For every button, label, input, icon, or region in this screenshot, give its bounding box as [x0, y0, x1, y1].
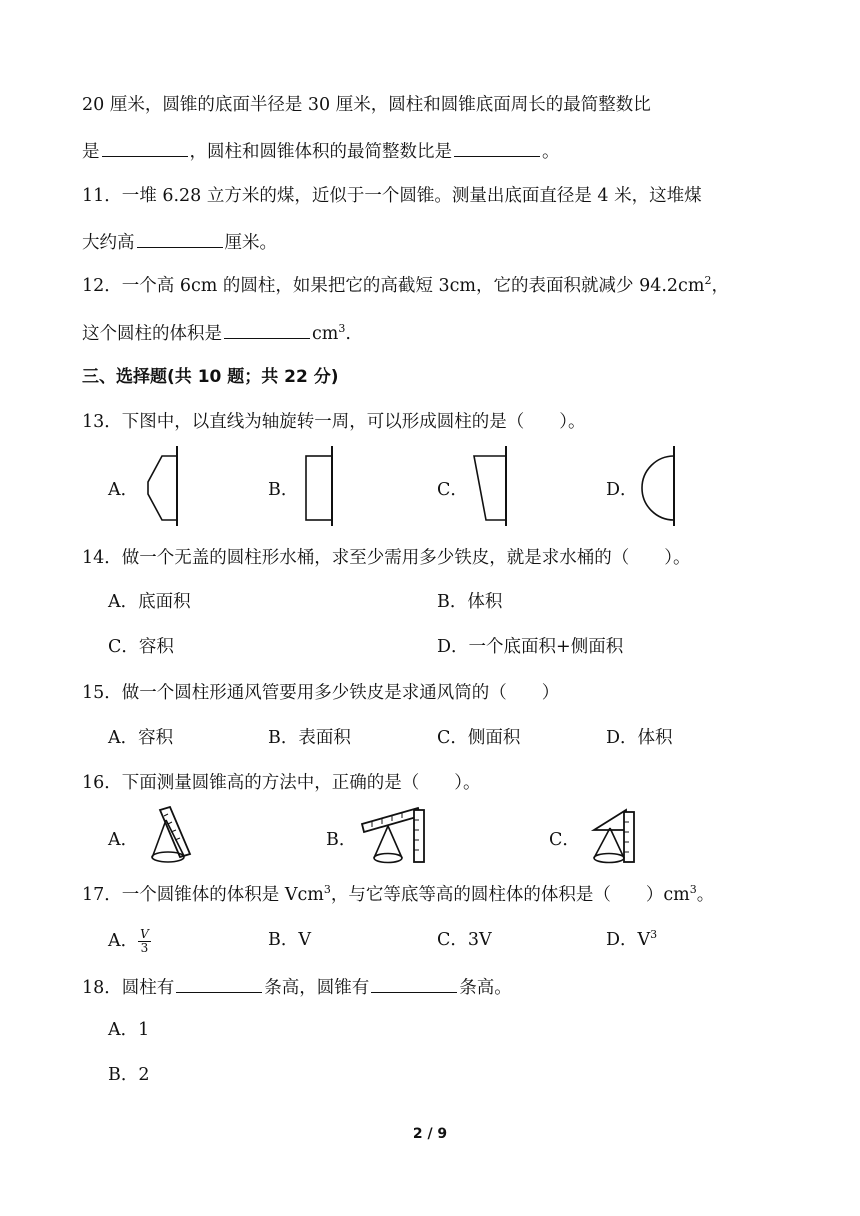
q10-line2-text-b: ，圆柱和圆锥体积的最简整数比是 [189, 142, 452, 162]
q17-stem-sup1: 3 [323, 883, 331, 897]
q13-option-b[interactable]: B． [268, 480, 299, 500]
right-trapezoid-profile-icon [468, 444, 512, 528]
cone-tilted-ruler-icon [146, 806, 196, 866]
fraction-denominator: 3 [140, 941, 149, 955]
q18-option-a[interactable]: A．1 [108, 1020, 150, 1040]
q12-line2 [82, 320, 351, 346]
q11-blank[interactable] [137, 229, 223, 248]
q17-option-d[interactable] [606, 928, 657, 952]
q10-line2-text-a: 是 [82, 142, 100, 162]
q17-stem-b: ，与它等底等高的圆柱体的体积是（ ）cm [330, 885, 690, 905]
q15-option-c[interactable]: C．侧面积 [437, 728, 521, 748]
q10-blank-2[interactable] [454, 138, 540, 157]
q18-stem-b: 条高，圆锥有 [264, 978, 370, 998]
q16-option-b[interactable]: B． [326, 830, 357, 850]
q17-option-a-fraction [138, 928, 151, 955]
q12-line2-sup: 3 [338, 322, 346, 336]
q14-option-a[interactable]: A．底面积 [108, 592, 191, 612]
q15-stem: 15．做一个圆柱形通风管要用多少铁皮是求通风筒的（ ） [82, 683, 560, 703]
q14-stem: 14．做一个无盖的圆柱形水桶，求至少需用多少铁皮，就是求水桶的（ ）。 [82, 548, 691, 568]
q14-option-b[interactable]: B．体积 [437, 592, 503, 612]
fraction-numerator: V [140, 927, 149, 941]
q18-blank-2[interactable] [371, 974, 457, 993]
q17-option-a[interactable] [108, 928, 151, 955]
q15-option-a[interactable]: A．容积 [108, 728, 174, 748]
q17-stem [82, 883, 714, 907]
rectangle-profile-icon [300, 444, 340, 528]
semicircle-profile-icon [634, 444, 680, 528]
q12-blank[interactable] [224, 320, 310, 339]
q12-line1-text-b: ， [711, 276, 729, 296]
q11-line2-text-b: 厘米。 [224, 233, 277, 253]
q10-line1: 20 厘米，圆锥的底面半径是 30 厘米，圆柱和圆锥底面周长的最简整数比 [82, 95, 651, 115]
q12-line1-text-a: 12．一个高 6cm 的圆柱，如果把它的高截短 3cm，它的表面积就减少 94.2cm [82, 276, 705, 296]
q10-line2-text-c: 。 [542, 142, 560, 162]
q18-blank-1[interactable] [176, 974, 262, 993]
q13-option-d[interactable]: D． [606, 480, 638, 500]
q12-line1 [82, 274, 729, 298]
q14-option-d[interactable]: D．一个底面积+侧面积 [437, 637, 624, 657]
q18-stem-a: 18．圆柱有 [82, 978, 175, 998]
q10-line2 [82, 138, 560, 164]
q14-option-c[interactable]: C．容积 [108, 637, 174, 657]
q11-line2 [82, 229, 277, 255]
q13-option-c[interactable]: C． [437, 480, 468, 500]
q17-stem-a: 17．一个圆锥体的体积是 Vcm [82, 885, 324, 905]
cone-triangle-ruler-icon [586, 806, 642, 866]
q16-stem: 16．下面测量圆锥高的方法中，正确的是（ ）。 [82, 773, 481, 793]
q12-line2-text-c: . [345, 324, 351, 344]
q17-option-d-label: D．V [606, 930, 651, 950]
q17-option-c[interactable]: C．3V [437, 930, 492, 950]
q17-stem-sup2: 3 [689, 883, 697, 897]
q12-line2-text-b: cm [312, 324, 339, 344]
q17-stem-c: 。 [696, 885, 715, 905]
q16-option-c[interactable]: C． [549, 830, 580, 850]
cone-ruler-frame-icon [358, 804, 430, 866]
q16-option-a[interactable]: A． [108, 830, 139, 850]
q13-stem: 13．下图中，以直线为轴旋转一周，可以形成圆柱的是（ ）。 [82, 412, 586, 432]
q12-line2-text-a: 这个圆柱的体积是 [82, 324, 222, 344]
q11-line1: 11．一堆 6.28 立方米的煤，近似于一个圆锥。测量出底面直径是 4 米，这堆煤 [82, 186, 702, 206]
q15-option-b[interactable]: B．表面积 [268, 728, 351, 748]
q10-blank-1[interactable] [102, 138, 188, 157]
trapezoid-profile-icon [140, 444, 184, 528]
q18-stem [82, 974, 512, 1000]
q17-option-a-label: A． [108, 931, 139, 951]
q13-option-a[interactable]: A． [108, 480, 139, 500]
q17-option-d-sup: 3 [650, 928, 658, 942]
q12-line1-sup: 2 [704, 274, 712, 288]
q18-option-b[interactable]: B．2 [108, 1065, 150, 1085]
section3-title: 三、选择题(共 10 题；共 22 分) [82, 367, 339, 387]
page-number: 2 / 9 [412, 1126, 448, 1142]
q11-line2-text-a: 大约高 [82, 233, 135, 253]
q15-option-d[interactable]: D．体积 [606, 728, 673, 748]
q17-option-b[interactable]: B．V [268, 930, 311, 950]
q18-stem-c: 条高。 [459, 978, 512, 998]
